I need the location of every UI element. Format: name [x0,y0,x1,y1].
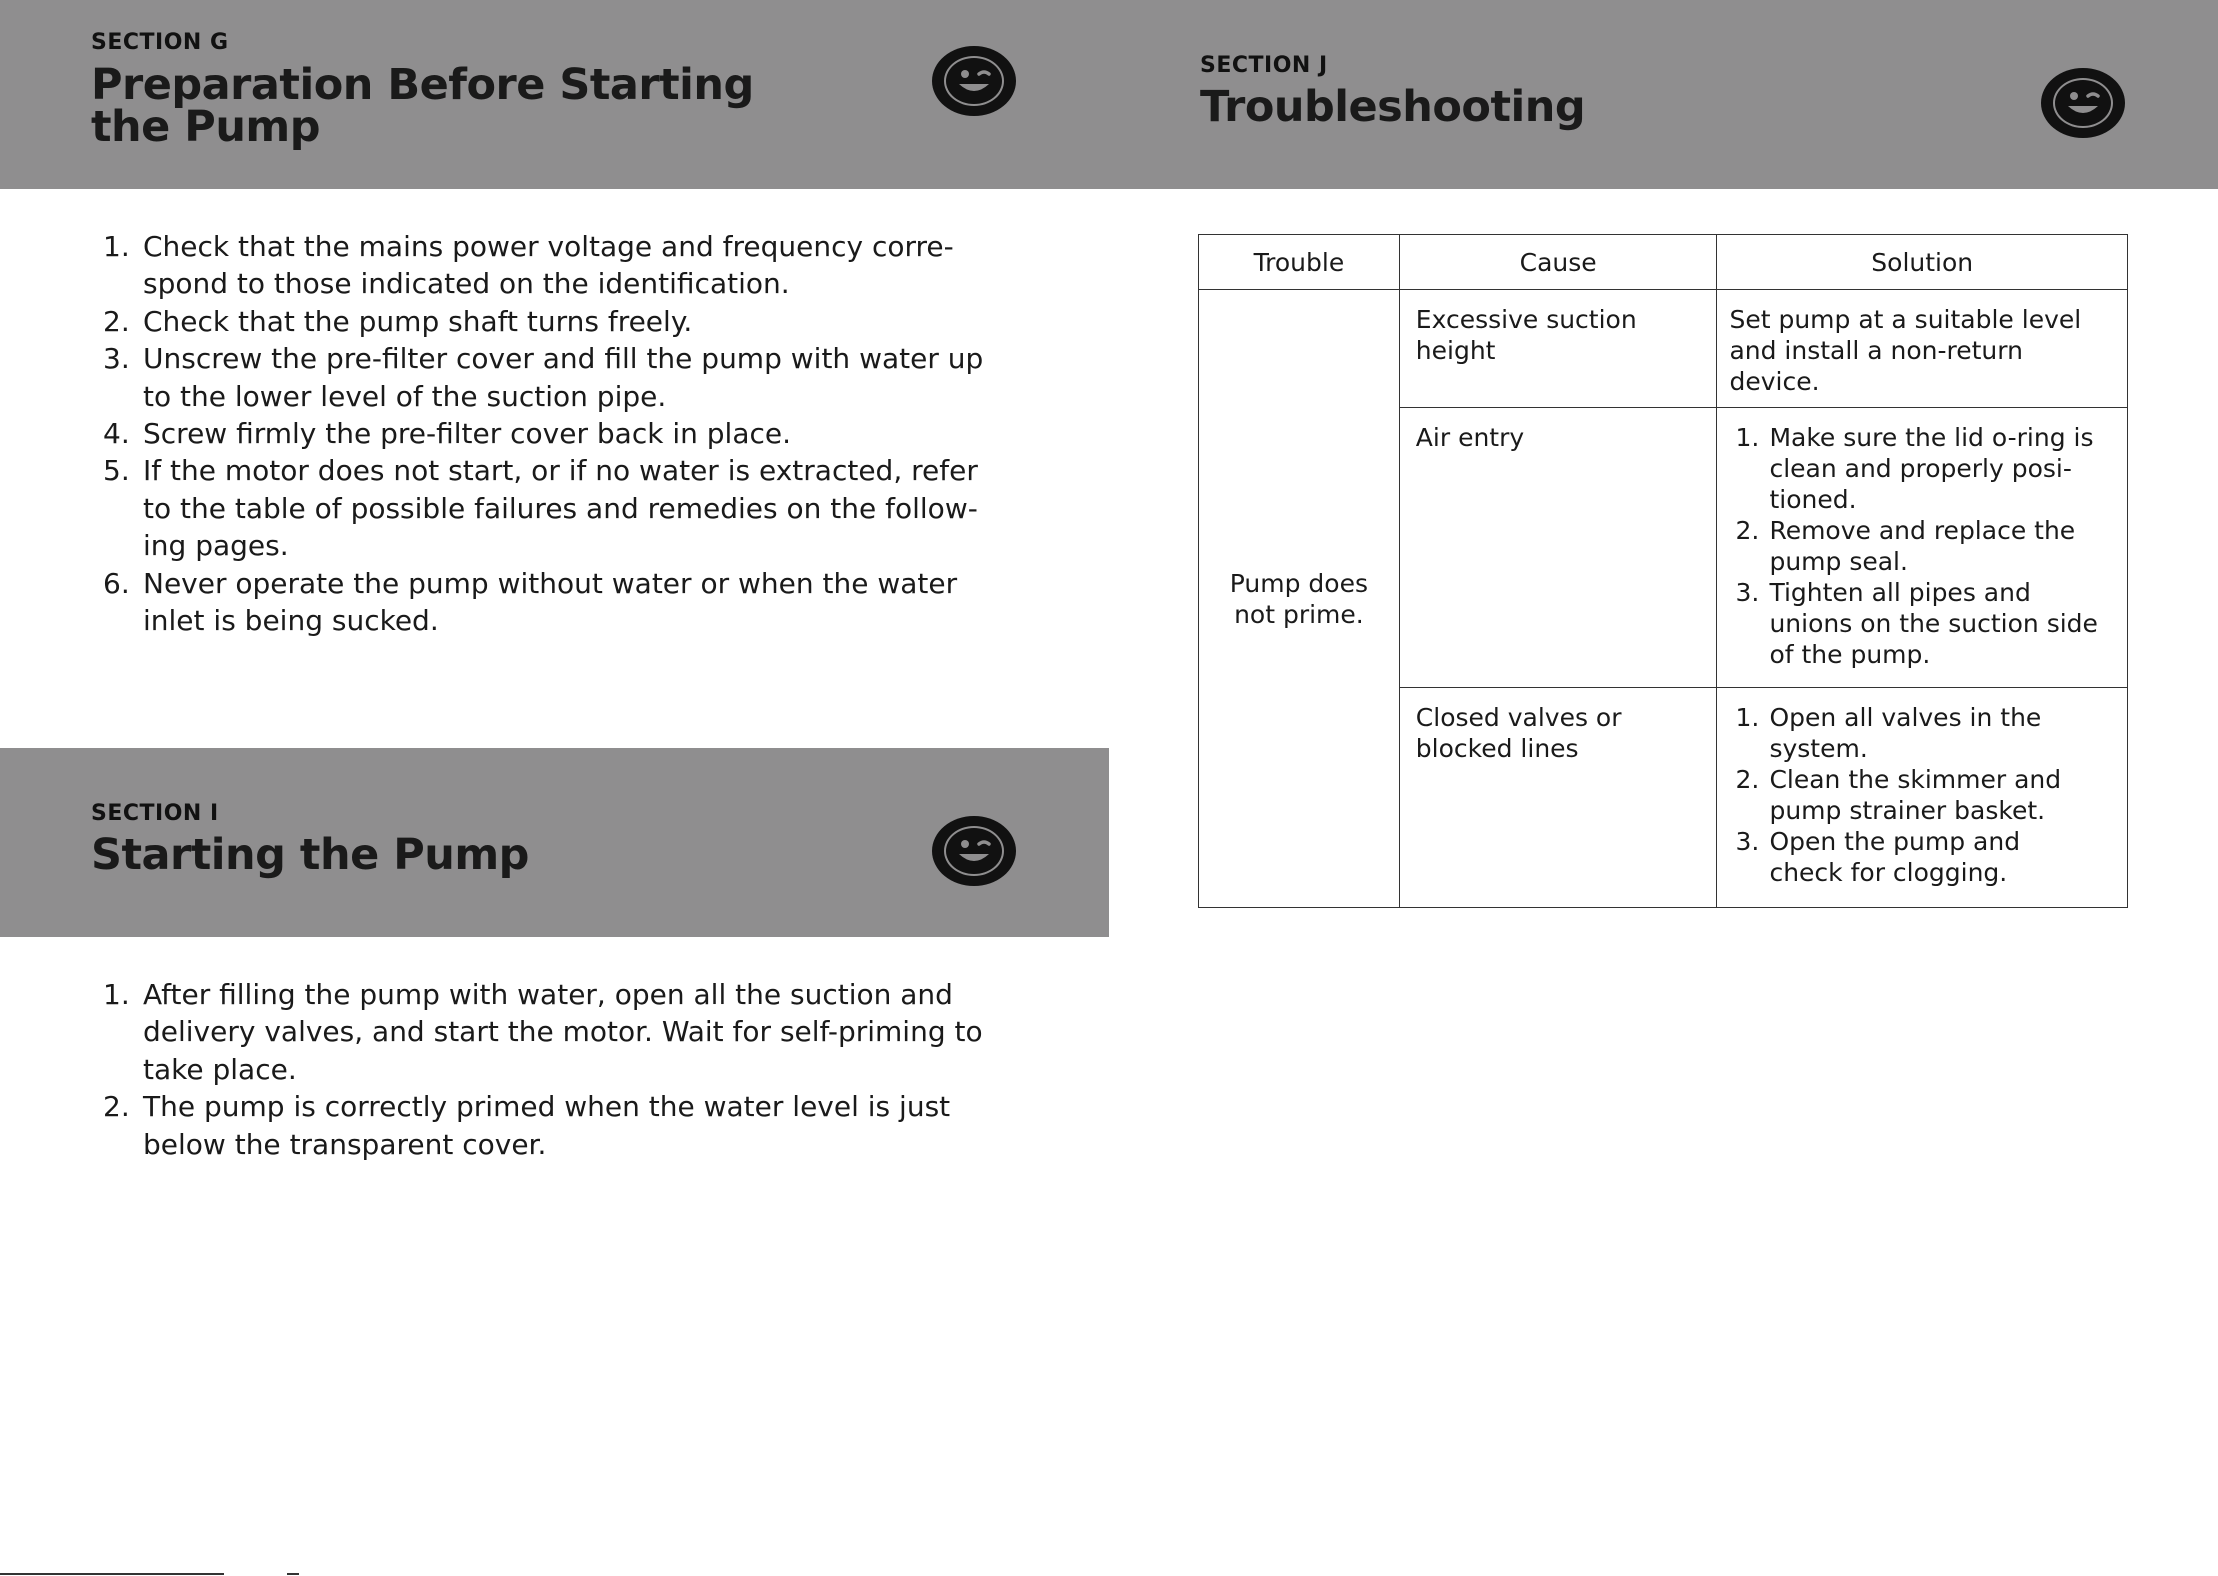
section-i-title: Starting the Pump [91,830,529,880]
list-item-number: 2. [1735,765,1760,794]
list-item-number: 2. [103,1090,130,1124]
list-item-text: of the pump. [1769,640,1931,669]
list-item-text: pump strainer basket. [1769,796,2046,825]
list-item-text: Unscrew the pre-filter cover and fill the pump with water up [143,342,984,376]
cell-trouble-text: Pump does [1229,568,1369,598]
cell-solution-text: device. [1729,367,1820,396]
list-item-number: 5. [103,454,130,488]
list-item-text: below the transparent cover. [143,1127,547,1161]
list-item-text: Check that the mains power voltage and frequency corre- [143,230,954,263]
list-item [103,976,1023,1088]
cell-cause [1399,290,1717,408]
section-i-steps [103,976,1023,1163]
list-item-text: Make sure the lid o-ring is [1769,423,2094,452]
list-item-text: Never operate the pump without water or when the water [143,566,958,600]
smiley-wink-icon [931,45,1017,117]
table-header-row [1199,235,2128,290]
footer-rule [0,1573,224,1575]
troubleshooting-table [1198,234,2128,908]
list-item-text: unions on the suction side [1769,609,2098,638]
list-item-text: spond to those indicated on the identification. [143,267,790,301]
cell-trouble-text: not prime. [1234,599,1364,629]
list-item-text: Tighten all pipes and [1769,578,2031,607]
list-item [103,565,1023,640]
column-header-cause: Cause [1399,235,1717,290]
list-item-text: clean and properly posi- [1769,454,2072,483]
solution-steps [1729,422,2119,670]
section-g-label: SECTION G [91,30,229,55]
section-j-title: Troubleshooting [1200,82,1586,132]
cell-trouble [1199,290,1400,908]
cell-cause [1399,408,1717,688]
list-item-number: 1. [1735,423,1760,452]
list-item-text: Screw firmly the pre-filter cover back in place. [143,417,791,451]
list-item-number: 1. [103,978,130,1011]
list-item [1729,702,2119,764]
list-item-text: inlet is being sucked. [143,604,439,638]
solution-steps [1729,702,2119,888]
cell-solution-text: and install a non-return [1729,336,2023,365]
list-item-text: The pump is correctly primed when the water level is just [143,1090,951,1124]
list-item-number: 2. [103,304,130,338]
list-item [103,415,1023,452]
cell-solution [1717,688,2128,908]
table-row [1199,290,2128,408]
cell-solution [1717,408,2128,688]
list-item-text: If the motor does not start, or if no water is extracted, refer [143,454,978,488]
smiley-wink-icon [2040,67,2126,139]
list-item-text: to the lower level of the suction pipe. [143,379,667,413]
list-item-text: tioned. [1769,485,1857,514]
list-item [103,303,1023,340]
cell-cause [1399,688,1717,908]
list-item [103,452,1023,564]
column-header-solution: Solution [1717,235,2128,290]
list-item-text: pump seal. [1769,547,1908,576]
list-item-text: delivery valves, and start the motor. Wait for self-priming to [143,1015,983,1049]
list-item-text: After filling the pump with water, open all the suction and [143,978,953,1011]
list-item-text: check for clogging. [1769,858,2008,887]
list-item-number: 2. [1735,516,1760,545]
section-g-steps [103,228,1023,639]
list-item [103,1088,1023,1163]
list-item [1729,515,2119,577]
list-item-number: 1. [103,230,130,263]
list-item-number: 4. [103,417,130,451]
smiley-wink-icon [931,815,1017,887]
list-item-text: Clean the skimmer and [1769,765,2062,794]
list-item [1729,826,2119,888]
list-item-text: to the table of possible failures and remedies on the follow- [143,491,978,525]
list-item-text: Open all valves in the [1769,703,2042,732]
cell-cause-text: Closed valves or [1415,703,1622,732]
column-header-trouble: Trouble [1199,235,1400,290]
cell-cause-text: blocked lines [1415,734,1579,763]
cell-solution [1717,290,2128,408]
list-item [103,228,1023,303]
list-item [1729,577,2119,670]
list-item-text: Check that the pump shaft turns freely. [143,304,693,338]
list-item-number: 3. [1735,827,1760,856]
list-item-number: 3. [103,342,130,376]
cell-cause-text: Air entry [1415,423,1525,452]
list-item-text: Remove and replace the [1769,516,2076,545]
list-item-text: take place. [143,1052,297,1086]
section-i-label: SECTION I [91,801,219,826]
cell-cause-text: Excessive suction [1415,305,1637,334]
list-item [103,340,1023,415]
list-item-number: 1. [1735,703,1760,732]
list-item-text: ing pages. [143,529,289,563]
section-g-title-line: Preparation Before Starting [91,60,754,110]
list-item-text: Open the pump and [1769,827,2021,856]
cell-solution-text: Set pump at a suitable level [1729,305,2082,334]
footer-rule-short [287,1573,299,1575]
list-item-number: 6. [103,566,130,600]
list-item [1729,422,2119,515]
list-item-text: system. [1769,734,1868,763]
section-g-title-line: the Pump [91,102,321,152]
list-item-number: 3. [1735,578,1760,607]
list-item [1729,764,2119,826]
cell-cause-text: height [1415,336,1496,365]
section-j-label: SECTION J [1200,53,1328,78]
section-g-title [91,60,754,152]
